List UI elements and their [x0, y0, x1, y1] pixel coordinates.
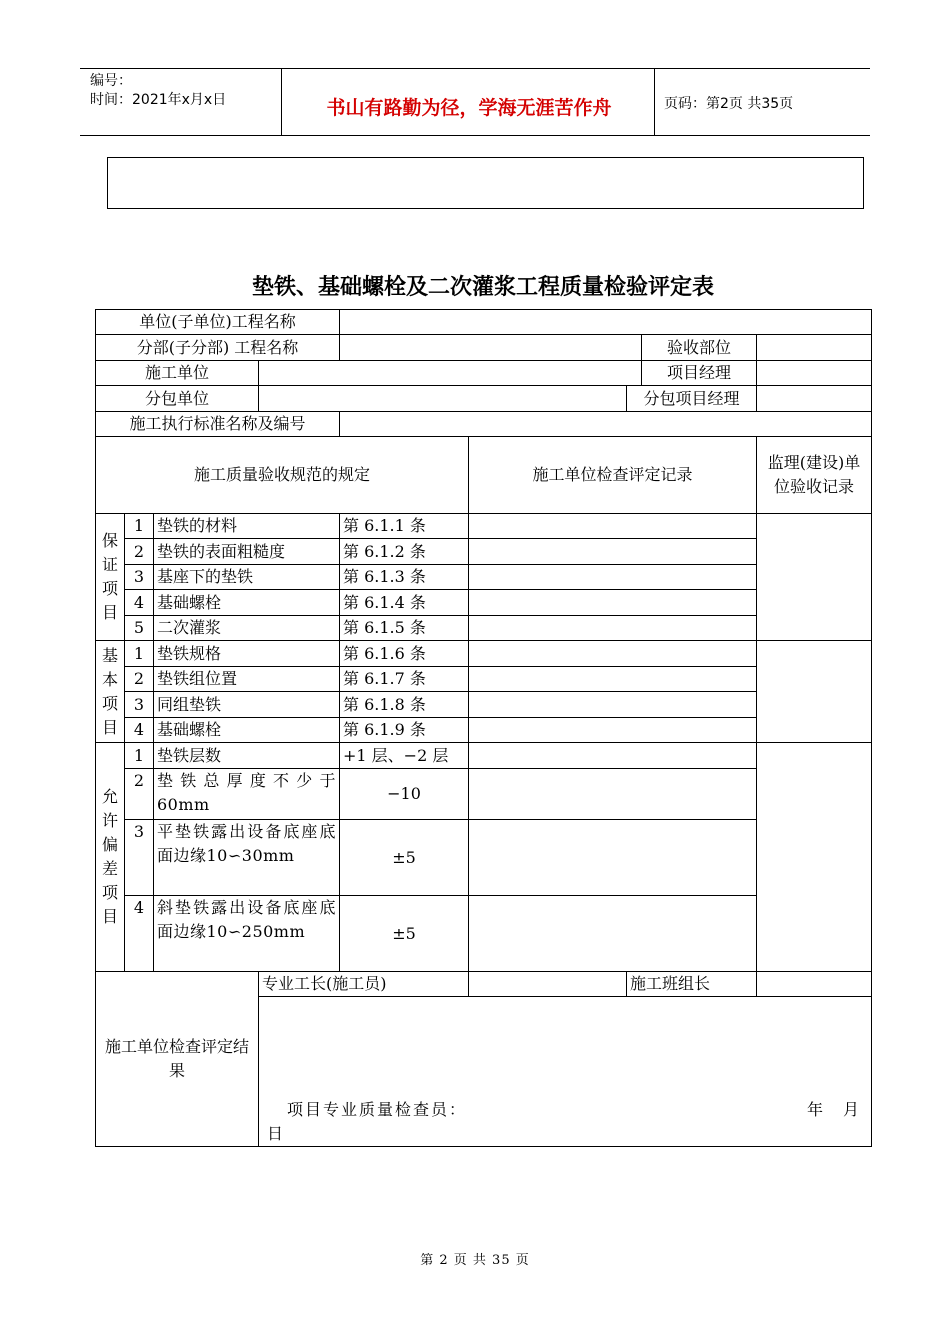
basic-row [96, 692, 872, 718]
item-record-field[interactable] [469, 820, 757, 896]
item-name: 基座下的垫铁 [154, 565, 340, 590]
item-tolerance: ±5 [340, 896, 469, 972]
item-name: 垫铁的材料 [154, 514, 340, 539]
item-name: 基础螺栓 [154, 590, 340, 616]
guarantee-row [96, 539, 872, 565]
field-team-leader[interactable] [757, 972, 872, 997]
item-clause: 第 6.1.5 条 [340, 616, 469, 641]
row-standard [96, 412, 872, 437]
item-record-field[interactable] [469, 692, 757, 718]
item-clause: 第 6.1.8 条 [340, 692, 469, 718]
item-no: 1 [125, 514, 154, 539]
item-record-field[interactable] [469, 641, 757, 667]
item-clause: 第 6.1.7 条 [340, 667, 469, 692]
item-clause: 第 6.1.1 条 [340, 514, 469, 539]
guarantee-supervisor-field[interactable] [757, 514, 872, 641]
item-record-field[interactable] [469, 667, 757, 692]
item-tolerance: −10 [340, 769, 469, 820]
tolerance-row [96, 896, 872, 972]
item-name: 垫铁层数 [154, 743, 340, 769]
field-foreman[interactable] [469, 972, 627, 997]
row-column-headers [96, 437, 872, 514]
tolerance-row [96, 820, 872, 896]
tolerance-row [96, 769, 872, 820]
item-no: 3 [125, 565, 154, 590]
item-record-field[interactable] [469, 539, 757, 565]
item-record-field[interactable] [469, 590, 757, 616]
guarantee-row [96, 514, 872, 539]
guarantee-row [96, 565, 872, 590]
label-subcontract-unit: 分包单位 [96, 386, 259, 412]
header-bottom-rule [80, 135, 870, 136]
row-construction-unit [96, 361, 872, 386]
item-clause: 第 6.1.2 条 [340, 539, 469, 565]
header-page-label: 页码：第2页 共35页 [664, 96, 794, 112]
item-name: 二次灌浆 [154, 616, 340, 641]
header-motto: 书山有路勤为径，学海无涯苦作舟 [326, 97, 612, 119]
item-no: 3 [125, 820, 154, 896]
item-no: 2 [125, 667, 154, 692]
label-subcontract-manager: 分包项目经理 [627, 386, 757, 412]
item-clause: 第 6.1.9 条 [340, 718, 469, 743]
item-no: 2 [125, 539, 154, 565]
label-unit-project-name: 单位(子单位)工程名称 [96, 310, 340, 335]
basic-supervisor-field[interactable] [757, 641, 872, 743]
field-acceptance-part[interactable] [757, 335, 872, 361]
label-team-leader: 施工班组长 [627, 972, 757, 997]
item-no: 3 [125, 692, 154, 718]
label-inspector: 项目专业质量检查员： [287, 1100, 468, 1119]
group-label-guarantee: 保 证 项 目 [96, 514, 125, 641]
item-no: 4 [125, 896, 154, 972]
item-no: 4 [125, 718, 154, 743]
tolerance-supervisor-field[interactable] [757, 743, 872, 972]
guarantee-row [96, 590, 872, 616]
item-record-field[interactable] [469, 616, 757, 641]
row-subcontract-unit [96, 386, 872, 412]
item-no: 5 [125, 616, 154, 641]
col-header-spec: 施工质量验收规范的规定 [96, 437, 469, 514]
col-header-supervisor: 监理(建设)单位验收记录 [757, 437, 872, 514]
result-header-row [96, 972, 872, 997]
item-record-field[interactable] [469, 565, 757, 590]
field-sub-project-name[interactable] [340, 335, 642, 361]
item-no: 1 [125, 641, 154, 667]
row-unit-project [96, 310, 872, 335]
item-no: 4 [125, 590, 154, 616]
item-record-field[interactable] [469, 718, 757, 743]
label-standard-name: 施工执行标准名称及编号 [96, 412, 340, 437]
field-unit-project-name[interactable] [340, 310, 872, 335]
basic-row [96, 718, 872, 743]
label-construction-unit: 施工单位 [96, 361, 259, 386]
item-record-field[interactable] [469, 514, 757, 539]
result-signature-area[interactable] [259, 997, 872, 1147]
item-clause: 第 6.1.3 条 [340, 565, 469, 590]
field-subcontract-manager[interactable] [757, 386, 872, 412]
item-clause: 第 6.1.4 条 [340, 590, 469, 616]
group-label-basic: 基 本 项 目 [96, 641, 125, 743]
basic-row [96, 667, 872, 692]
item-name: 斜垫铁露出设备底座底面边缘10∽250mm [154, 896, 340, 972]
basic-row [96, 641, 872, 667]
header-time-label: 时间：2021年x月x日 [90, 92, 227, 108]
item-clause: 第 6.1.6 条 [340, 641, 469, 667]
tolerance-row [96, 743, 872, 769]
item-record-field[interactable] [469, 743, 757, 769]
field-construction-unit[interactable] [259, 361, 642, 386]
item-record-field[interactable] [469, 769, 757, 820]
label-year-month: 年 月 [807, 1100, 862, 1119]
inspection-form-table [95, 309, 872, 1147]
item-no: 2 [125, 769, 154, 820]
footer-page-number: 第 2 页 共 35 页 [420, 1253, 530, 1268]
field-standard-name[interactable] [340, 412, 872, 437]
item-tolerance: ±5 [340, 820, 469, 896]
label-foreman: 专业工长(施工员) [259, 972, 469, 997]
label-sub-project-name: 分部(子分部) 工程名称 [96, 335, 340, 361]
label-result: 施工单位检查评定结果 [96, 972, 259, 1147]
label-day: 日 [267, 1124, 284, 1143]
row-sub-project [96, 335, 872, 361]
blank-box [107, 157, 864, 209]
label-project-manager: 项目经理 [642, 361, 757, 386]
item-name: 垫铁总厚度不少于60mm [154, 769, 340, 820]
group-label-tolerance: 允 许 偏 差 项 目 [96, 743, 125, 972]
guarantee-row [96, 616, 872, 641]
item-name: 垫铁的表面粗糙度 [154, 539, 340, 565]
item-name: 基础螺栓 [154, 718, 340, 743]
item-name: 垫铁组位置 [154, 667, 340, 692]
label-acceptance-part: 验收部位 [642, 335, 757, 361]
item-name: 垫铁规格 [154, 641, 340, 667]
item-no: 1 [125, 743, 154, 769]
header-divider-left [281, 68, 282, 136]
item-name: 同组垫铁 [154, 692, 340, 718]
header-number-label: 编号： [90, 73, 132, 89]
header-top-rule [80, 68, 870, 69]
item-name: 平垫铁露出设备底座底面边缘10∽30mm [154, 820, 340, 896]
item-tolerance: +1 层、−2 层 [340, 743, 469, 769]
field-project-manager[interactable] [757, 361, 872, 386]
document-title: 垫铁、基础螺栓及二次灌浆工程质量检验评定表 [251, 275, 714, 300]
col-header-record: 施工单位检查评定记录 [469, 437, 757, 514]
item-record-field[interactable] [469, 896, 757, 972]
field-subcontract-unit[interactable] [259, 386, 627, 412]
